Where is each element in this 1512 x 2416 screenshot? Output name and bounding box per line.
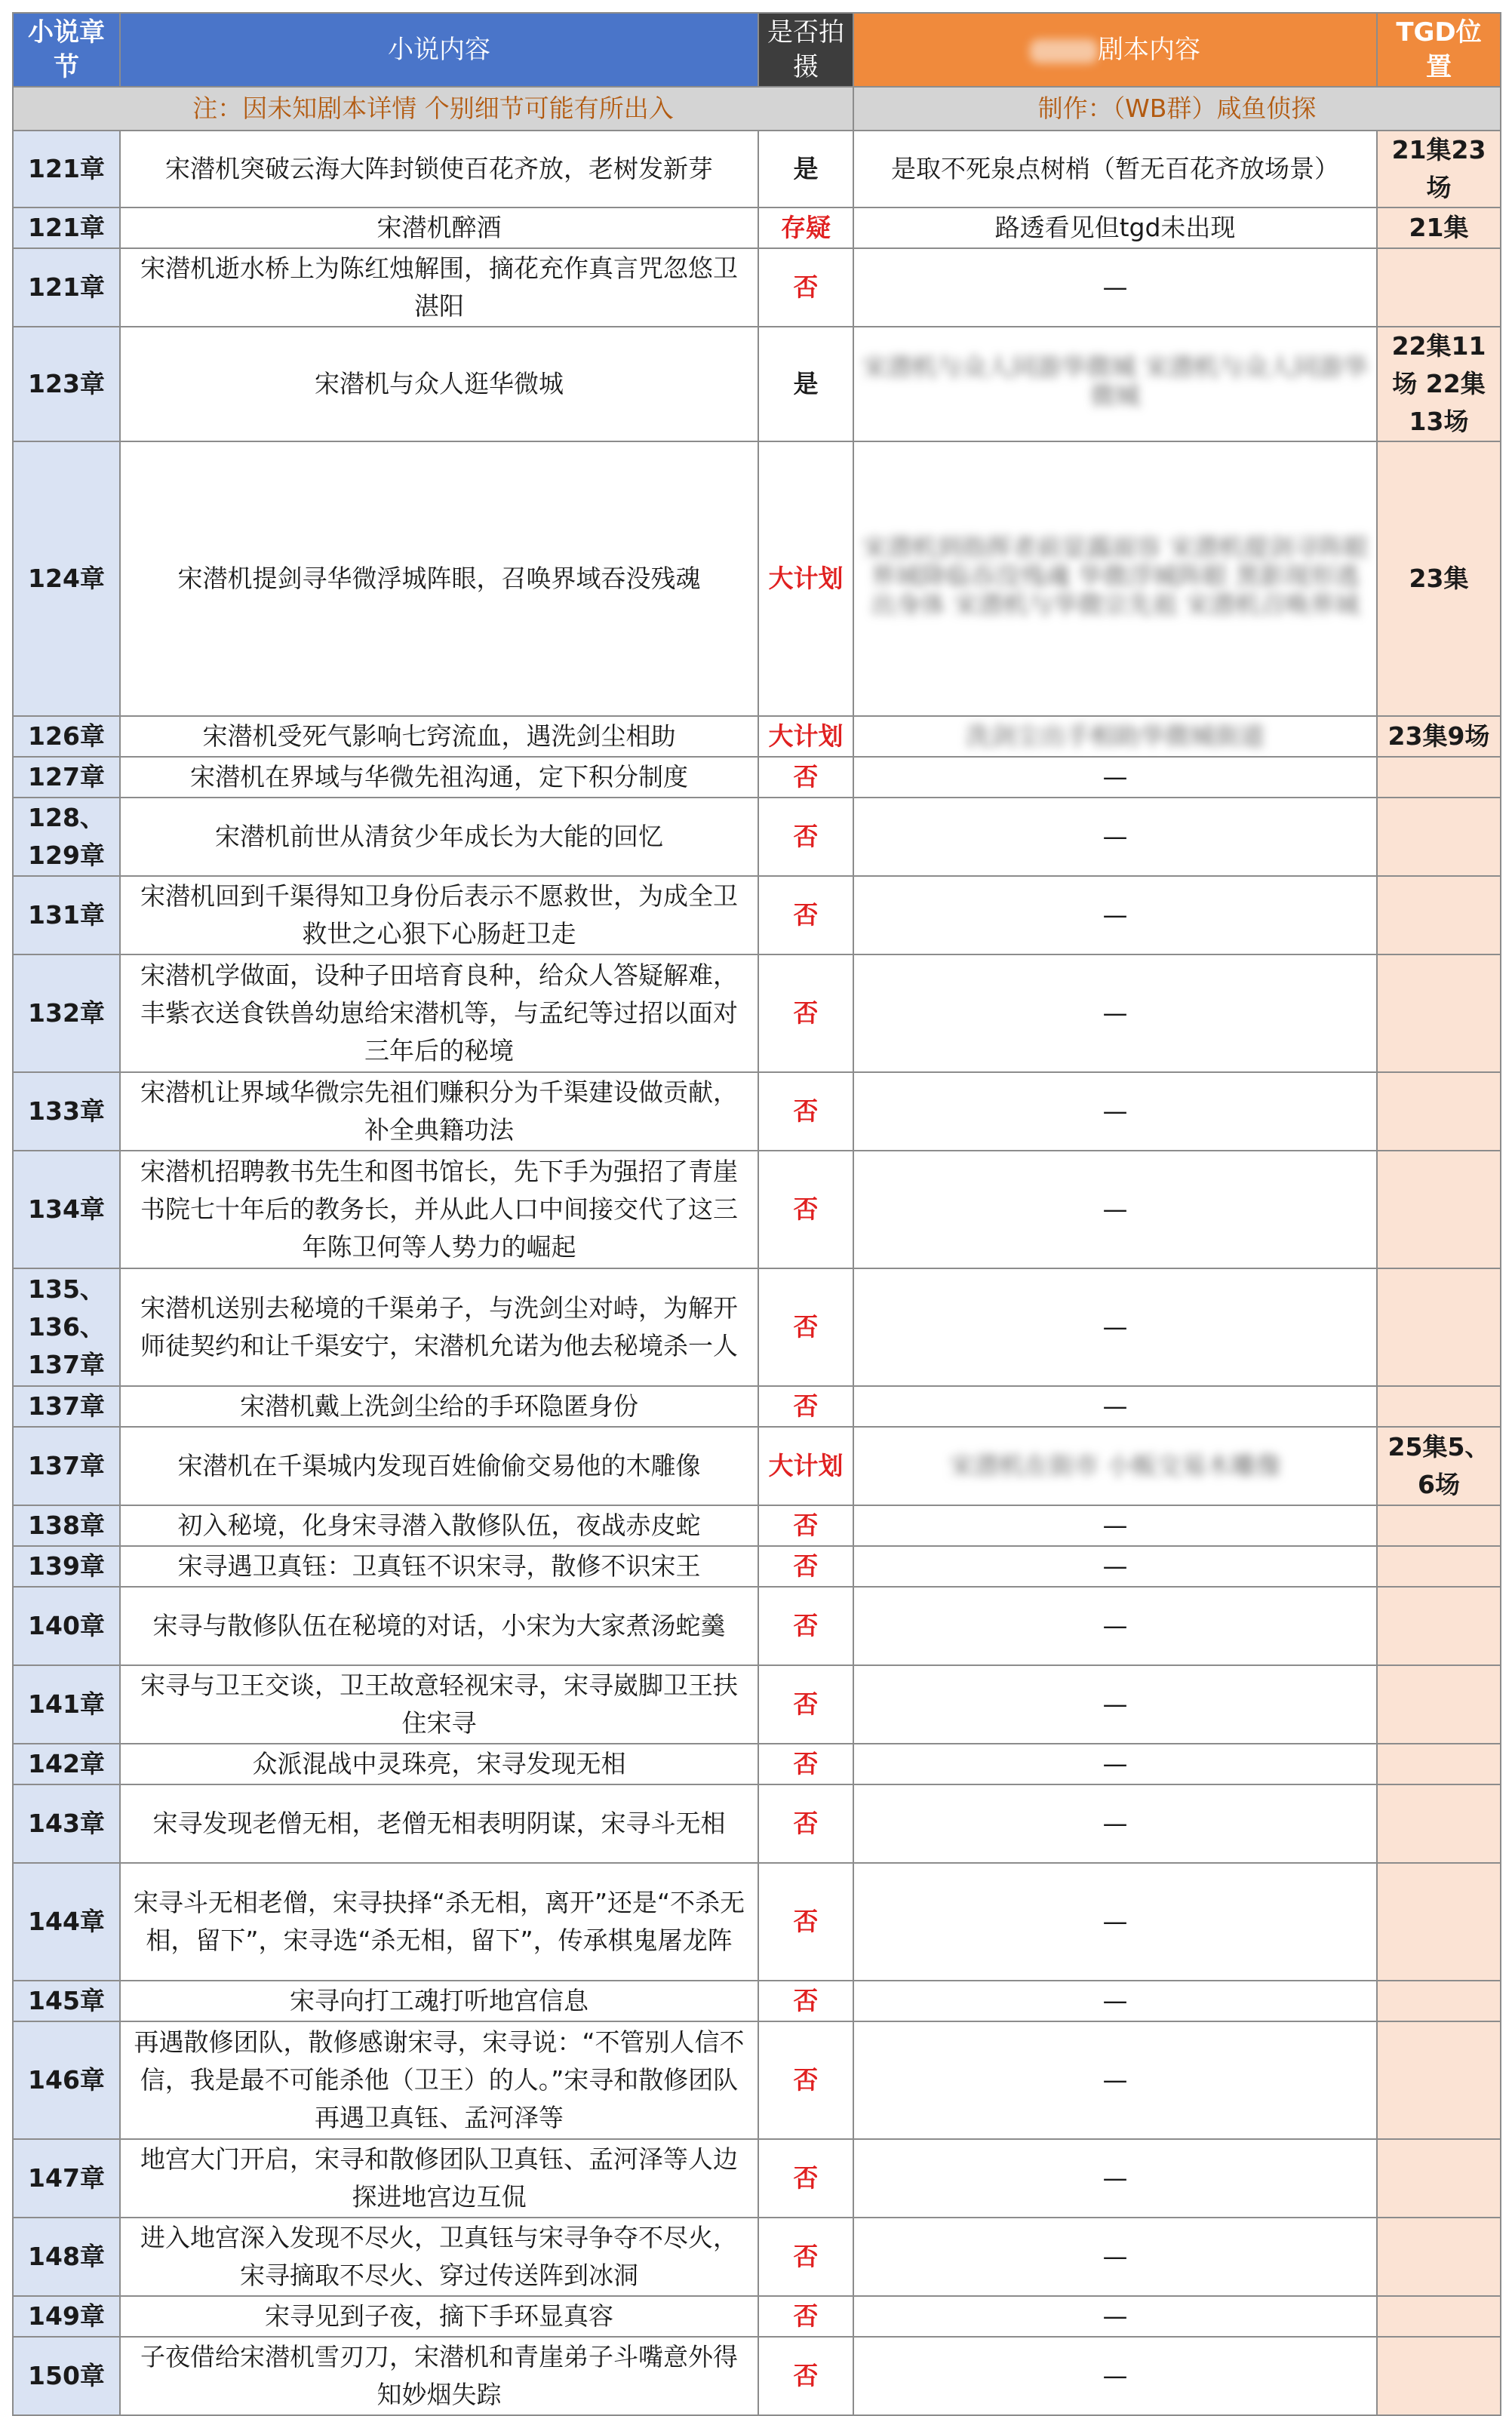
header-chapter: 小说章节 — [13, 13, 120, 87]
script-text: — — [1102, 1312, 1128, 1342]
script-text: — — [1102, 2065, 1128, 2095]
filmed-cell: 否 — [758, 1981, 853, 2021]
table-row — [13, 1784, 1501, 1863]
content-cell: 宋潜机突破云海大阵封锁使百花齐放，老树发新芽 — [120, 131, 758, 207]
filmed-cell: 否 — [758, 798, 853, 876]
content-cell: 初入秘境，化身宋寻潜入散修队伍，夜战赤皮蛇 — [120, 1505, 758, 1546]
content-cell: 再遇散修团队，散修感谢宋寻，宋寻说：“不管别人信不信，我是最不可能杀他（卫王）的人。”宋寻和散修团队再遇卫真钰、孟河泽等 — [120, 2021, 758, 2139]
table-row — [13, 327, 1501, 441]
chapter-cell: 133章 — [13, 1072, 120, 1151]
tgd-cell: 23集 — [1377, 441, 1501, 716]
table-row — [13, 2296, 1501, 2337]
script-cell — [853, 1981, 1377, 2021]
script-cell — [853, 1863, 1377, 1981]
filmed-cell: 否 — [758, 1505, 853, 1546]
chapter-table — [12, 12, 1501, 2416]
tgd-cell — [1377, 757, 1501, 798]
script-redacted-text: 宋潜机在街市 小贩交易木雕像 — [949, 1451, 1281, 1480]
content-cell: 宋寻与卫王交谈，卫王故意轻视宋寻，宋寻崴脚卫王扶住宋寻 — [120, 1665, 758, 1744]
script-text: — — [1102, 1611, 1128, 1640]
chapter-cell: 128、129章 — [13, 798, 120, 876]
script-cell — [853, 757, 1377, 798]
tgd-cell: 25集5、6场 — [1377, 1427, 1501, 1505]
script-text: — — [1102, 2163, 1128, 2193]
header-tgd: TGD位置 — [1377, 13, 1501, 87]
filmed-cell: 否 — [758, 1665, 853, 1744]
script-cell — [853, 2139, 1377, 2218]
filmed-cell: 否 — [758, 1151, 853, 1268]
script-cell — [853, 1587, 1377, 1665]
tgd-cell — [1377, 2218, 1501, 2296]
filmed-cell: 否 — [758, 1587, 853, 1665]
script-cell — [853, 131, 1377, 207]
table-row — [13, 1863, 1501, 1981]
chapter-cell: 143章 — [13, 1784, 120, 1863]
script-cell — [853, 1546, 1377, 1587]
script-redacted-text: 宋潜机与众人同游华微城 宋潜机与众人同游华微城 — [862, 352, 1369, 410]
filmed-cell: 否 — [758, 2021, 853, 2139]
chapter-cell: 127章 — [13, 757, 120, 798]
chapter-cell: 134章 — [13, 1151, 120, 1268]
tgd-cell — [1377, 1587, 1501, 1665]
script-text: — — [1102, 2242, 1128, 2271]
script-text: — — [1102, 1096, 1128, 1126]
tgd-cell: 21集23场 — [1377, 131, 1501, 207]
table-row — [13, 1268, 1501, 1386]
table-row — [13, 1072, 1501, 1151]
table-row — [13, 1151, 1501, 1268]
chapter-cell: 144章 — [13, 1863, 120, 1981]
chapter-cell: 123章 — [13, 327, 120, 441]
content-cell: 宋潜机让界域华微宗先祖们赚积分为千渠建设做贡献，补全典籍功法 — [120, 1072, 758, 1151]
tgd-cell — [1377, 1981, 1501, 2021]
script-cell — [853, 716, 1377, 757]
filmed-cell: 否 — [758, 1784, 853, 1863]
chapter-cell: 147章 — [13, 2139, 120, 2218]
tgd-cell: 22集11场 22集13场 — [1377, 327, 1501, 441]
table-row — [13, 131, 1501, 207]
filmed-cell: 大计划 — [758, 1427, 853, 1505]
chapter-cell: 135、136、137章 — [13, 1268, 120, 1386]
table-row — [13, 207, 1501, 248]
chapter-cell: 121章 — [13, 248, 120, 327]
tgd-cell — [1377, 1505, 1501, 1546]
content-cell: 宋潜机在界域与华微先祖沟通，定下积分制度 — [120, 757, 758, 798]
script-text: — — [1102, 1809, 1128, 1838]
filmed-cell: 否 — [758, 1744, 853, 1784]
table-row — [13, 757, 1501, 798]
content-cell: 宋潜机戴上洗剑尘给的手环隐匿身份 — [120, 1386, 758, 1427]
script-cell — [853, 1665, 1377, 1744]
filmed-cell: 大计划 — [758, 716, 853, 757]
tgd-cell — [1377, 2139, 1501, 2218]
table-row — [13, 716, 1501, 757]
script-text: — — [1102, 1749, 1128, 1778]
script-text: 路透看见但tgd未出现 — [994, 213, 1236, 242]
filmed-cell: 大计划 — [758, 441, 853, 716]
script-text: — — [1102, 1551, 1128, 1581]
filmed-cell: 否 — [758, 248, 853, 327]
script-text: — — [1102, 1986, 1128, 2015]
content-cell: 宋潜机招聘教书先生和图书馆长，先下手为强招了青崖书院七十年后的教务长，并从此人口中间接交代了这三年陈卫何等人势力的崛起 — [120, 1151, 758, 1268]
content-cell: 宋寻见到子夜，摘下手环显真容 — [120, 2296, 758, 2337]
tgd-cell: 21集 — [1377, 207, 1501, 248]
script-text: — — [1102, 1511, 1128, 1540]
chapter-cell: 141章 — [13, 1665, 120, 1744]
script-text: — — [1102, 1194, 1128, 1224]
header-script — [853, 13, 1377, 87]
content-cell: 宋潜机受死气影响七窍流血，遇洗剑尘相助 — [120, 716, 758, 757]
script-cell — [853, 954, 1377, 1072]
table-row — [13, 1546, 1501, 1587]
filmed-cell: 是 — [758, 327, 853, 441]
content-cell: 宋寻向打工魂打听地宫信息 — [120, 1981, 758, 2021]
script-cell — [853, 1784, 1377, 1863]
tgd-cell — [1377, 2021, 1501, 2139]
content-cell: 宋寻遇卫真钰：卫真钰不识宋寻，散修不识宋王 — [120, 1546, 758, 1587]
script-text: — — [1102, 762, 1128, 792]
chapter-cell: 140章 — [13, 1587, 120, 1665]
filmed-cell: 否 — [758, 876, 853, 954]
content-cell: 宋潜机提剑寻华微浮城阵眼，召唤界域吞没残魂 — [120, 441, 758, 716]
chapter-cell: 145章 — [13, 1981, 120, 2021]
script-cell — [853, 2021, 1377, 2139]
script-cell — [853, 327, 1377, 441]
script-cell — [853, 798, 1377, 876]
script-text: — — [1102, 900, 1128, 930]
script-cell — [853, 1268, 1377, 1386]
chapter-cell: 126章 — [13, 716, 120, 757]
script-cell — [853, 2296, 1377, 2337]
table-row — [13, 1505, 1501, 1546]
script-text: — — [1102, 1391, 1128, 1421]
chapter-cell: 132章 — [13, 954, 120, 1072]
chapter-cell: 138章 — [13, 1505, 120, 1546]
content-cell: 宋潜机逝水桥上为陈红烛解围，摘花充作真言咒忽悠卫湛阳 — [120, 248, 758, 327]
script-redacted-text: 宋潜机到指挥者前显露面容 宋潜机提剑寻阵眼 界域降临吞没残魂 华微浮城阵眼 黑影现形逃出身体 宋潜机与华微宗先祖 宋潜机召唤界域 — [862, 533, 1369, 619]
tgd-cell — [1377, 798, 1501, 876]
script-text: 是取不死泉点树梢（暂无百花齐放场景） — [891, 154, 1339, 183]
content-cell: 众派混战中灵珠亮，宋寻发现无相 — [120, 1744, 758, 1784]
filmed-cell: 否 — [758, 1546, 853, 1587]
tgd-cell — [1377, 954, 1501, 1072]
table-row — [13, 441, 1501, 716]
tgd-cell — [1377, 876, 1501, 954]
content-cell: 宋潜机醉酒 — [120, 207, 758, 248]
tgd-cell — [1377, 1546, 1501, 1587]
script-cell — [853, 1744, 1377, 1784]
script-cell — [853, 1151, 1377, 1268]
content-cell: 宋寻斗无相老僧，宋寻抉择“杀无相，离开”还是“不杀无相，留下”，宋寻选“杀无相，留下”，传承棋鬼屠龙阵 — [120, 1863, 758, 1981]
table-row — [13, 2218, 1501, 2296]
table-row — [13, 798, 1501, 876]
table-row — [13, 2337, 1501, 2415]
chapter-cell: 121章 — [13, 131, 120, 207]
content-cell: 宋潜机回到千渠得知卫身份后表示不愿救世，为成全卫救世之心狠下心肠赶卫走 — [120, 876, 758, 954]
filmed-cell: 否 — [758, 2337, 853, 2415]
chapter-cell: 150章 — [13, 2337, 120, 2415]
filmed-cell: 存疑 — [758, 207, 853, 248]
filmed-cell: 否 — [758, 2296, 853, 2337]
chapter-cell: 124章 — [13, 441, 120, 716]
script-cell — [853, 876, 1377, 954]
content-cell: 宋潜机与众人逛华微城 — [120, 327, 758, 441]
content-cell: 宋潜机送别去秘境的千渠弟子，与洗剑尘对峙，为解开师徒契约和让千渠安宁，宋潜机允诺为他去秘境杀一人 — [120, 1268, 758, 1386]
table-row — [13, 1587, 1501, 1665]
table-row — [13, 1386, 1501, 1427]
header-filmed: 是否拍摄 — [758, 13, 853, 87]
chapter-cell: 142章 — [13, 1744, 120, 1784]
table-row — [13, 2021, 1501, 2139]
filmed-cell: 否 — [758, 2218, 853, 2296]
table-row — [13, 1981, 1501, 2021]
notes-row — [13, 87, 1501, 131]
tgd-cell — [1377, 1863, 1501, 1981]
tgd-cell: 23集9场 — [1377, 716, 1501, 757]
tgd-cell — [1377, 2296, 1501, 2337]
content-cell: 宋寻与散修队伍在秘境的对话，小宋为大家煮汤蛇羹 — [120, 1587, 758, 1665]
content-cell: 宋寻发现老僧无相，老僧无相表明阴谋，宋寻斗无相 — [120, 1784, 758, 1863]
tgd-cell — [1377, 2337, 1501, 2415]
script-cell — [853, 207, 1377, 248]
chapter-cell: 149章 — [13, 2296, 120, 2337]
table-row — [13, 1744, 1501, 1784]
filmed-cell: 否 — [758, 1072, 853, 1151]
script-cell — [853, 248, 1377, 327]
filmed-cell: 是 — [758, 131, 853, 207]
content-cell: 地宫大门开启，宋寻和散修团队卫真钰、孟河泽等人边探进地宫边互侃 — [120, 2139, 758, 2218]
script-cell — [853, 1386, 1377, 1427]
script-redacted-text: 洗剑尘出手相助华微城街道 — [966, 721, 1265, 751]
table-row — [13, 1665, 1501, 1744]
tgd-cell — [1377, 248, 1501, 327]
filmed-cell: 否 — [758, 1268, 853, 1386]
script-cell — [853, 1427, 1377, 1505]
table-row — [13, 954, 1501, 1072]
script-cell — [853, 441, 1377, 716]
script-text: — — [1102, 2301, 1128, 2331]
tgd-cell — [1377, 1072, 1501, 1151]
content-cell: 进入地宫深入发现不尽火，卫真钰与宋寻争夺不尽火，宋寻摘取不尽火、穿过传送阵到冰洞 — [120, 2218, 758, 2296]
script-text: — — [1102, 822, 1128, 851]
script-cell — [853, 1505, 1377, 1546]
script-cell — [853, 2337, 1377, 2415]
header-content: 小说内容 — [120, 13, 758, 87]
content-cell: 宋潜机前世从清贫少年成长为大能的回忆 — [120, 798, 758, 876]
script-text: — — [1102, 1907, 1128, 1936]
content-cell: 子夜借给宋潜机雪刃刀，宋潜机和青崖弟子斗嘴意外得知妙烟失踪 — [120, 2337, 758, 2415]
script-text: — — [1102, 2361, 1128, 2390]
table-row — [13, 2139, 1501, 2218]
chapter-cell: 131章 — [13, 876, 120, 954]
chapter-cell: 139章 — [13, 1546, 120, 1587]
tgd-cell — [1377, 1268, 1501, 1386]
filmed-cell: 否 — [758, 1386, 853, 1427]
tgd-cell — [1377, 1784, 1501, 1863]
chapter-cell: 148章 — [13, 2218, 120, 2296]
chapter-cell: 137章 — [13, 1427, 120, 1505]
table-row — [13, 248, 1501, 327]
script-cell — [853, 1072, 1377, 1151]
filmed-cell: 否 — [758, 2139, 853, 2218]
script-text: — — [1102, 272, 1128, 302]
notes-left: 注：因未知剧本详情 个别细节可能有所出入 — [13, 87, 853, 131]
filmed-cell: 否 — [758, 954, 853, 1072]
tgd-cell — [1377, 1744, 1501, 1784]
content-cell: 宋潜机在千渠城内发现百姓偷偷交易他的木雕像 — [120, 1427, 758, 1505]
notes-right: 制作：（WB群）咸鱼侦探 — [853, 87, 1501, 131]
header-script-redaction — [1030, 39, 1098, 63]
tgd-cell — [1377, 1665, 1501, 1744]
content-cell: 宋潜机学做面，设种子田培育良种，给众人答疑解难，丰紫衣送食铁兽幼崽给宋潜机等，与孟纪等过招以面对三年后的秘境 — [120, 954, 758, 1072]
tgd-cell — [1377, 1386, 1501, 1427]
chapter-cell: 146章 — [13, 2021, 120, 2139]
header-row — [13, 13, 1501, 87]
filmed-cell: 否 — [758, 757, 853, 798]
table-row — [13, 876, 1501, 954]
chapter-cell: 121章 — [13, 207, 120, 248]
table-row — [13, 1427, 1501, 1505]
header-script-label: 剧本内容 — [1098, 35, 1200, 65]
script-text: — — [1102, 1689, 1128, 1719]
script-text: — — [1102, 998, 1128, 1028]
script-cell — [853, 2218, 1377, 2296]
filmed-cell: 否 — [758, 1863, 853, 1981]
tgd-cell — [1377, 1151, 1501, 1268]
chapter-cell: 137章 — [13, 1386, 120, 1427]
